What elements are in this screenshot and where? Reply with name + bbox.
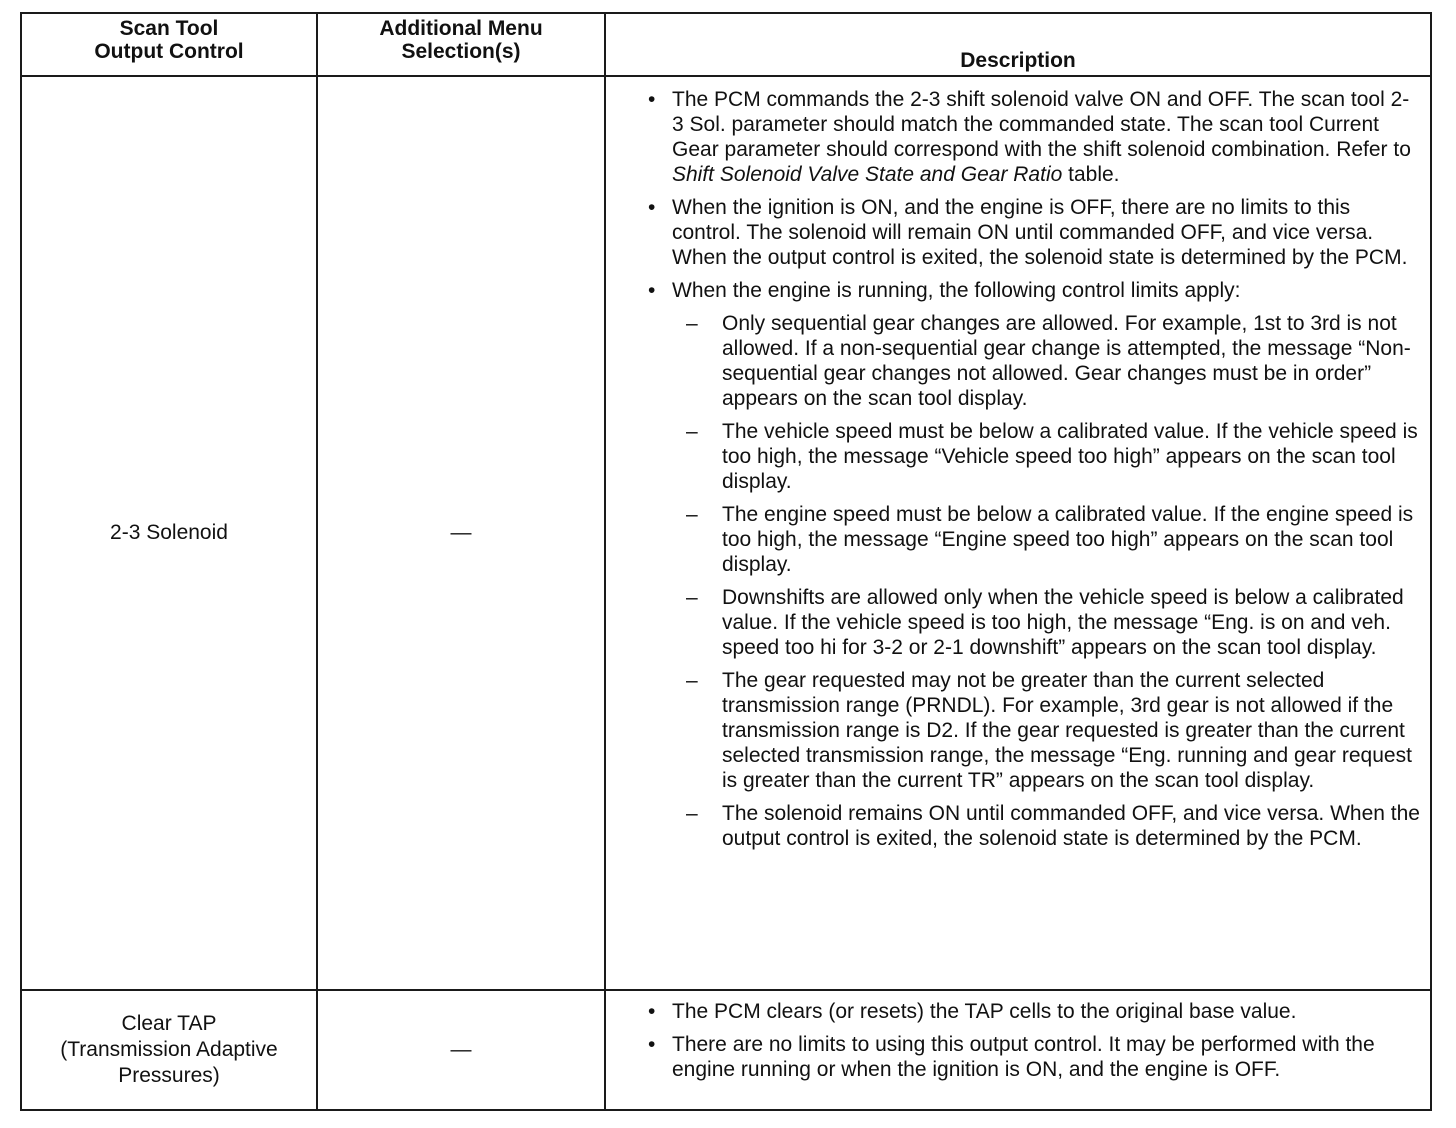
header-row [21, 13, 1431, 76]
table-row [21, 990, 1431, 1110]
bullet-item: • There are no limits to using this output control. It may be performed with the engine running or when the ignition is ON, and the engine is OFF. [648, 1032, 1420, 1082]
menu-selection-cell [317, 990, 605, 1110]
menu-selection: — [450, 1038, 472, 1061]
menu-selection-cell [317, 76, 605, 990]
description-cell [605, 76, 1431, 990]
bullet-item: • The PCM commands the 2-3 shift solenoid valve ON and OFF. The scan tool 2-3 Sol. parameter should match the commanded state. The scan tool Current Gear parameter should correspond with the shift solenoid combination. Refer to Shift Solenoid Valve State and Gear Ratio table. [648, 87, 1420, 187]
sub-bullet-item: – Only sequential gear changes are allowed. For example, 1st to 3rd is not allowed. If a non-sequential gear change is attempted, the message “Non-sequential gear changes not allowed. Gear changes must be in order” appears on the scan tool display. [686, 312, 1411, 410]
header-line: Additional Menu [379, 17, 543, 40]
header-line: Output Control [94, 40, 244, 63]
control-name-cell [21, 990, 317, 1110]
header-description: Description [605, 13, 1431, 76]
output-control-table [20, 12, 1432, 1111]
header-additional-menu-selections [317, 13, 605, 76]
control-name: 2-3 Solenoid [110, 521, 228, 544]
description-cell [605, 990, 1431, 1110]
dash-marker: – [686, 586, 698, 609]
table-row [21, 76, 1431, 990]
sub-bullet-item: – The vehicle speed must be below a calibrated value. If the vehicle speed is too high, the message “Vehicle speed too high” appears on the scan tool display. [686, 420, 1418, 493]
bullet-item: • When the engine is running, the following control limits apply: – Only sequential gear changes are allowed. For example, 1st to 3rd is not allowed. If a non-sequential gear change is attempted, the message “Non-sequential gear changes not allowed. Gear changes must be in order” appears on the scan tool display. – The vehicle speed must be below a calibrated value. If the vehicle speed is too high, the message “Vehicle speed too high” appears on the scan tool display. – The engine speed must be below a calibrated value. If the engine speed is too high, the message “Engine speed too high” appears on the scan tool display. – Downshifts are allowed only when the vehicle speed is below a calibrated value. If the vehicle speed is too high, the message “Eng. is on and veh. speed too hi for 3-2 or 2-1 downshift” appears on the scan tool display. – The gear requested may not be greater than the current selected transmission range (PRNDL). For example, 3rd gear is not allowed if the transmission range is D2. If the gear requested is greater than the current selected transmission range, the message “Eng. running and gear request is greater than the current TR” appears on the scan tool display. – The solenoid remains ON until commanded OFF, and vice versa. When the output control is exited, the solenoid state is determined by the PCM. [648, 278, 1420, 851]
sub-bullet-list [672, 311, 1420, 851]
header-line: Scan Tool [119, 17, 219, 40]
dash-marker: – [686, 312, 698, 335]
sub-bullet-item: – The engine speed must be below a calibrated value. If the engine speed is too high, the message “Engine speed too high” appears on the scan tool display. [686, 503, 1414, 576]
dash-marker: – [686, 420, 698, 443]
bullet-item: • The PCM clears (or resets) the TAP cells to the original base value. [648, 999, 1420, 1024]
dash-marker: – [686, 802, 698, 825]
control-name-line: Pressures) [118, 1064, 220, 1087]
sub-bullet-item: – The solenoid remains ON until commanded OFF, and vice versa. When the output control is exited, the solenoid state is determined by the PCM. [686, 802, 1420, 850]
dash-marker: – [686, 669, 698, 692]
dash-marker: – [686, 503, 698, 526]
control-name-cell [21, 76, 317, 990]
control-name-line: (Transmission Adaptive [60, 1038, 278, 1061]
table-reference: Shift Solenoid Valve State and Gear Ratio [672, 163, 1063, 186]
menu-selection: — [450, 521, 472, 544]
sub-bullet-item: – The gear requested may not be greater than the current selected transmission range (PRNDL). For example, 3rd gear is not allowed if the transmission range is D2. If the gear requested is greater than the current selected transmission range, the message “Eng. running and gear request is greater than the current TR” appears on the scan tool display. [686, 669, 1412, 792]
header-scan-tool-output-control [21, 13, 317, 76]
header-line: Selection(s) [401, 40, 521, 63]
control-name-line: Clear TAP [121, 1012, 217, 1035]
bullet-item: • When the ignition is ON, and the engine is OFF, there are no limits to this control. The solenoid will remain ON until commanded OFF, and vice versa. When the output control is exited, the solenoid state is determined by the PCM. [648, 195, 1420, 270]
sub-bullet-item: – Downshifts are allowed only when the vehicle speed is below a calibrated value. If the vehicle speed is too high, the message “Eng. is on and veh. speed too hi for 3-2 or 2-1 downshift” appears on the scan tool display. [686, 586, 1404, 659]
